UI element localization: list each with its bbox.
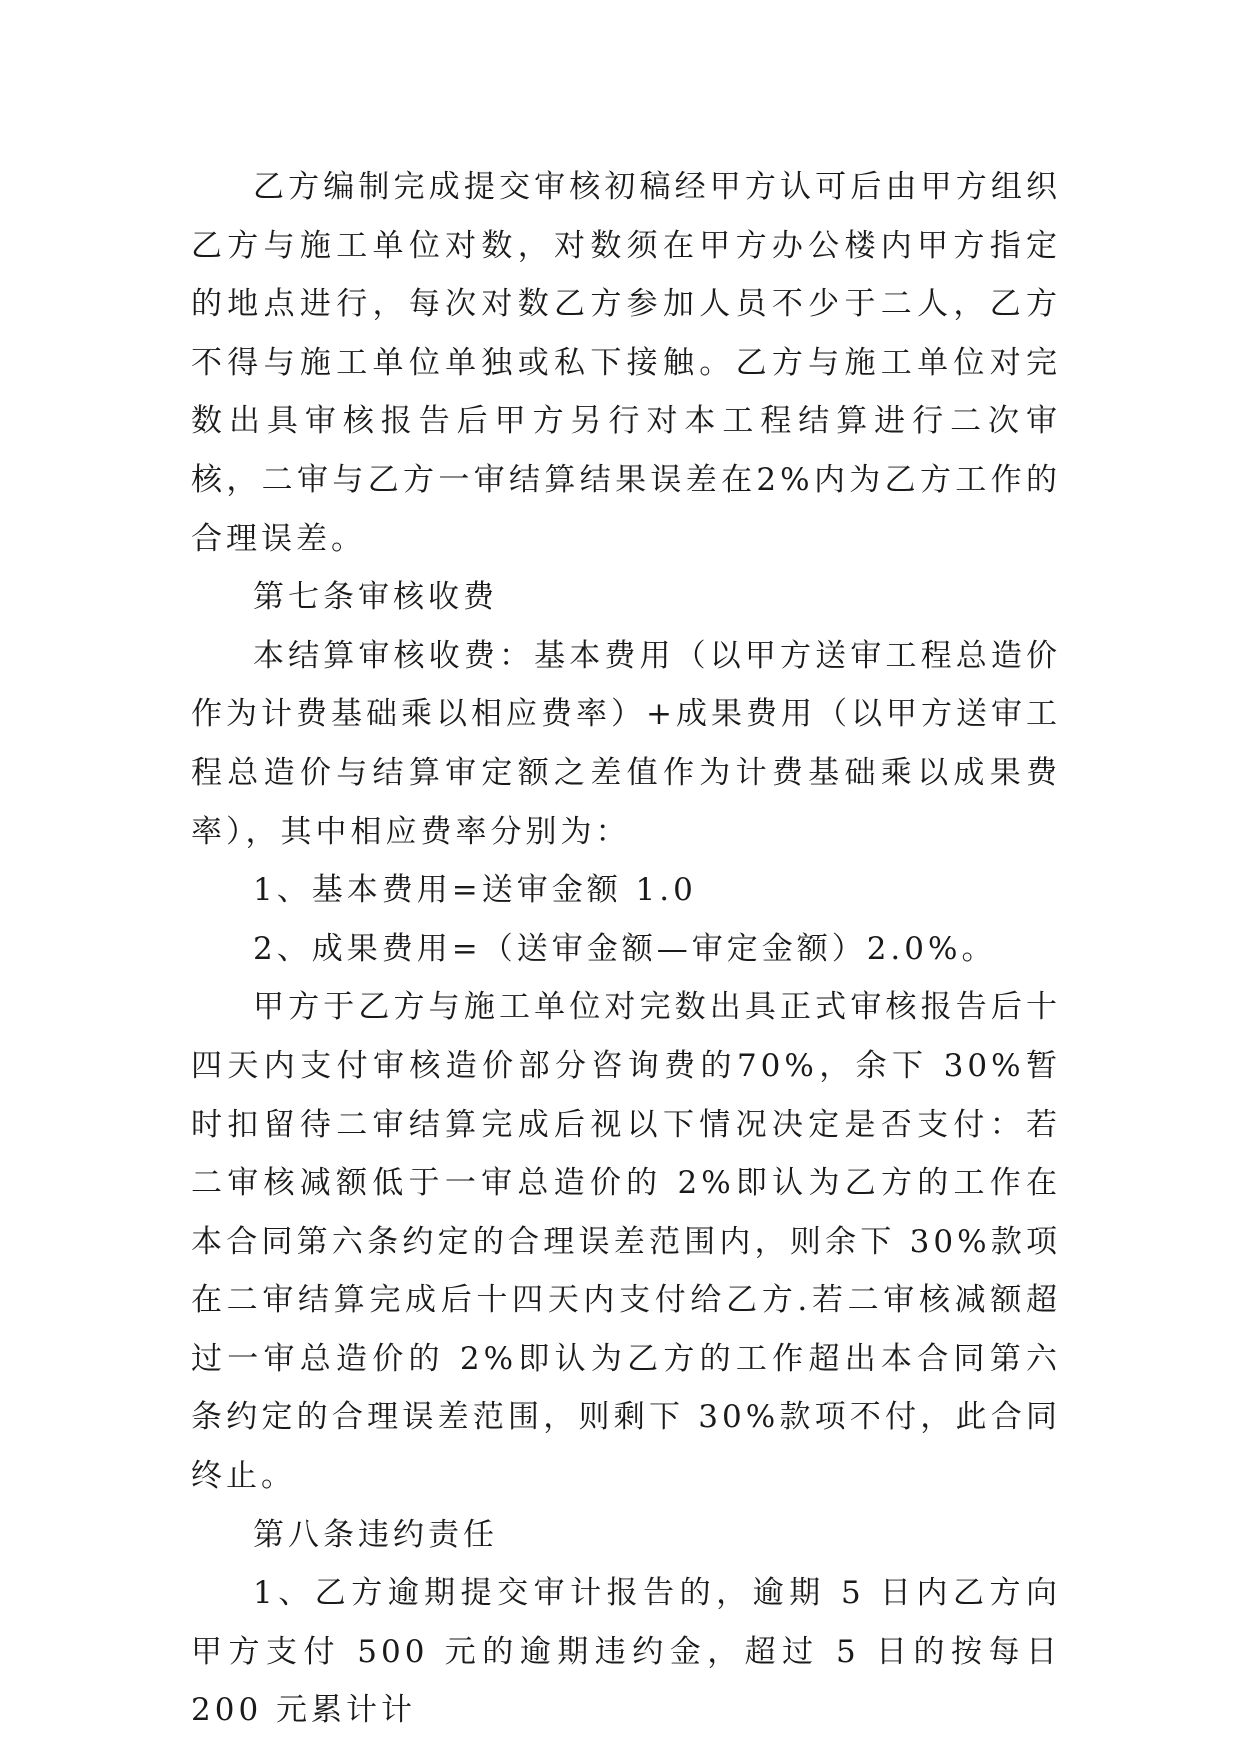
paragraph-reconciliation: 乙方编制完成提交审核初稿经甲方认可后由甲方组织乙方与施工单位对数，对数须在甲方办公楼内甲方指定的地点进行，每次对数乙方参加人员不少于二人，乙方不得与施工单位单独或私下接触。乙方与施工单位对完数出具审核报告后甲方另行对本工程结算进行二次审核，二审与乙方一审结算结果误差在2%内为乙方工作的合理误差。 [191, 169, 1061, 557]
document-body [191, 158, 1061, 1740]
list-item-basic-fee: 1、基本费用=送审金额 1.0 [253, 872, 697, 909]
section-heading-article-7: 第七条审核收费 [253, 579, 498, 616]
section-heading-article-8: 第八条违约责任 [253, 1516, 498, 1553]
paragraph-payment-terms: 甲方于乙方与施工单位对完数出具正式审核报告后十四天内支付审核造价部分咨询费的70%，余下 30%暂时扣留待二审结算完成后视以下情况决定是否支付：若二审核减额低于一审总造价的 2%即认为乙方的工作在本合同第六条约定的合理误差范围内，则余下 30%款项在二审结算完成后十四天内支付给乙方.若二审核减额超过一审总造价的 2%即认为乙方的工作超出本合同第六条约定的合理误差范围，则剩下 30%款项不付，此合同终止。 [191, 989, 1061, 1495]
paragraph-fee-composition: 本结算审核收费：基本费用（以甲方送审工程总造价作为计费基础乘以相应费率）+成果费用（以甲方送审工程总造价与结算审定额之差值作为计费基础乘以成果费率），其中相应费率分别为： [191, 637, 1061, 850]
list-item-late-penalty: 1、乙方逾期提交审计报告的，逾期 5 日内乙方向甲方支付 500 元的逾期违约金，超过 5 日的按每日 200 元累计计 [191, 1575, 1061, 1729]
list-item-result-fee: 2、成果费用=（送审金额—审定金额）2.0%。 [253, 930, 997, 967]
